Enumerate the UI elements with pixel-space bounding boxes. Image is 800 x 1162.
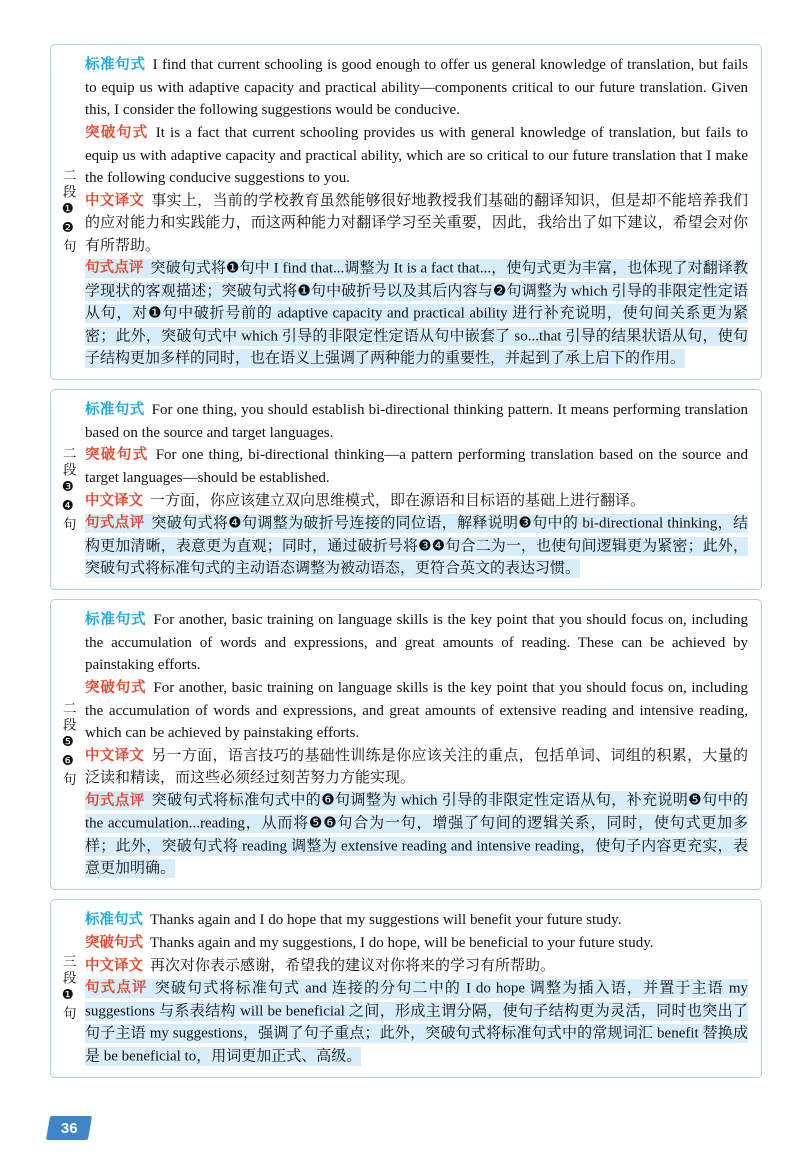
section-card	[50, 599, 762, 890]
commentary-tag: 句式点评	[85, 260, 144, 277]
commentary-highlight	[85, 791, 748, 878]
translation-tag: 中文译文	[85, 747, 145, 764]
breakthrough-text: For another, basic training on language skills is the key point that you should focus on, including the accumulation of words and expressions, and great amounts of extensive reading and intensive reading, which can be achieved by painstaking efforts.	[85, 679, 748, 741]
section-content	[85, 900, 761, 1077]
commentary-text: 突破句式将❹句调整为破折号连接的同位语，解释说明❸句中的 bi-directional thinking，结构更加清晰，表意更为直观；同时，通过破折号将❸❹句合二为一，也使句间逻辑更为紧密；此外，突破句式将标准句式的主动语态调整为被动语态，更符合英文的表达习惯。	[85, 515, 748, 577]
section-side-label	[51, 45, 85, 379]
section-side-label	[51, 900, 85, 1077]
breakthrough-tag: 突破句式	[85, 934, 143, 951]
translation-sentence	[85, 745, 748, 790]
translation-sentence	[85, 955, 748, 978]
commentary-paragraph	[85, 257, 748, 370]
commentary-highlight	[85, 979, 748, 1066]
breakthrough-text: It is a fact that current schooling provides us with general knowledge of translation, but fails to equip us with adaptive capacity and practical ability, which are so critical to our future translation that I make the following conducive suggestions to you.	[85, 124, 749, 186]
side-label-text: 三段❶句	[60, 954, 76, 1023]
standard-sentence	[85, 399, 748, 444]
commentary-text: 突破句式将标准句式 and 连接的分句二中的 I do hope 调整为插入语，并置于主语 my suggestions 与系表结构 will be beneficial 之间，形成主谓分隔，使句子结构更为灵活，同时也突出了句子主语 my suggestions，强调了句子重点；此外，突破句式将标准句式中的常规词汇 benefit 替换成是 be beneficial to，用词更加正式、高级。	[85, 980, 749, 1064]
translation-sentence	[85, 490, 748, 513]
section-side-label	[51, 600, 85, 889]
breakthrough-tag: 突破句式	[85, 124, 149, 141]
section-card	[50, 389, 762, 590]
standard-tag: 标准句式	[85, 612, 147, 628]
translation-tag: 中文译文	[85, 192, 145, 209]
section-card	[50, 899, 762, 1078]
standard-tag: 标准句式	[85, 402, 145, 418]
commentary-text: 突破句式将标准句式中的❻句调整为 which 引导的非限定性定语从句，补充说明❺句中的 the accumulation...reading，从而将❺❻句合为一句，增强了句间的逻辑关系，同时，使句式更加多样；此外，突破句式将 reading 调整为 extensive reading and intensive reading，使句子内容更充实，表意更加明确。	[85, 792, 748, 877]
section-content	[85, 390, 761, 589]
section-content	[85, 600, 761, 889]
commentary-text: 突破句式将❶句中 I find that...调整为 It is a fact that...，使句式更为丰富，也体现了对翻译教学现状的客观描述；突破句式将❶句中破折号以及其后内容与❷句调整为 which 引导的非限定性定语从句，对❶句中破折号前的 adaptive capacity and practical ability 进行补充说明，使句间关系更为紧密；此外，突破句式中 which 引导的非限定性定语从句中嵌套了 so...that 引导的结果状语从句，使句子结构更加多样的同时，也在语义上强调了两种能力的重要性，并起到了承上启下的作用。	[85, 260, 748, 367]
standard-sentence	[85, 909, 748, 932]
standard-tag: 标准句式	[85, 57, 146, 73]
commentary-tag: 句式点评	[85, 515, 145, 532]
commentary-highlight	[85, 259, 748, 368]
page-number-badge	[46, 1116, 92, 1140]
section-side-label	[51, 390, 85, 589]
standard-text: I find that current schooling is good enough to offer us general knowledge of translation, but fails to equip us with adaptive capacity and practical ability—components critical to our future translation. Given this, I consider the following suggestions would be conducive.	[85, 57, 749, 119]
translation-text: 再次对你表示感谢，希望我的建议对你将来的学习有所帮助。	[150, 957, 556, 974]
commentary-paragraph	[85, 790, 748, 880]
standard-text: Thanks again and I do hope that my suggestions will benefit your future study.	[150, 912, 622, 928]
standard-text: For another, basic training on language skills is the key point that you should focus on, including the accumulation of words and expressions, and great amounts of reading. These can be achieved by painstaking efforts.	[85, 612, 748, 674]
breakthrough-sentence	[85, 122, 748, 190]
breakthrough-tag: 突破句式	[85, 679, 147, 696]
side-label-text: 二段❺❻句	[60, 700, 76, 789]
breakthrough-tag: 突破句式	[85, 447, 149, 464]
standard-tag: 标准句式	[85, 912, 143, 928]
section-content	[85, 45, 761, 379]
commentary-highlight	[85, 514, 748, 578]
standard-text: For one thing, you should establish bi-directional thinking pattern. It means performing translation based on the source and target languages.	[85, 402, 748, 441]
section-card	[50, 44, 762, 380]
side-label-text: 二段❸❹句	[60, 445, 76, 534]
breakthrough-sentence	[85, 932, 748, 955]
breakthrough-sentence	[85, 677, 748, 745]
breakthrough-text: For one thing, bi-directional thinking—a pattern performing translation based on the source and target languages—should be established.	[85, 447, 748, 486]
commentary-paragraph	[85, 977, 748, 1067]
standard-sentence	[85, 609, 748, 677]
side-label-text: 二段❶❷句	[60, 168, 76, 256]
translation-sentence	[85, 190, 748, 258]
commentary-tag: 句式点评	[85, 792, 145, 809]
translation-text: 事实上，当前的学校教育虽然能够很好地教授我们基础的翻译知识，但是却不能培养我们的应对能力和实践能力，而这两种能力对翻译学习至关重要，因此，我给出了如下建议，希望会对你有所帮助。	[85, 192, 749, 254]
translation-tag: 中文译文	[85, 957, 143, 974]
breakthrough-sentence	[85, 444, 748, 489]
page-number: 36	[60, 1119, 78, 1137]
translation-tag: 中文译文	[85, 492, 143, 509]
translation-text: 另一方面，语言技巧的基础性训练是你应该关注的重点，包括单词、词组的积累，大量的泛读和精读，而这些必须经过刻苦努力方能实现。	[85, 747, 749, 787]
standard-sentence	[85, 54, 748, 122]
commentary-tag: 句式点评	[85, 980, 148, 997]
translation-text: 一方面，你应该建立双向思维模式，即在源语和目标语的基础上进行翻译。	[150, 492, 646, 509]
breakthrough-text: Thanks again and my suggestions, I do hope, will be beneficial to your future study.	[150, 934, 654, 951]
commentary-paragraph	[85, 512, 748, 580]
